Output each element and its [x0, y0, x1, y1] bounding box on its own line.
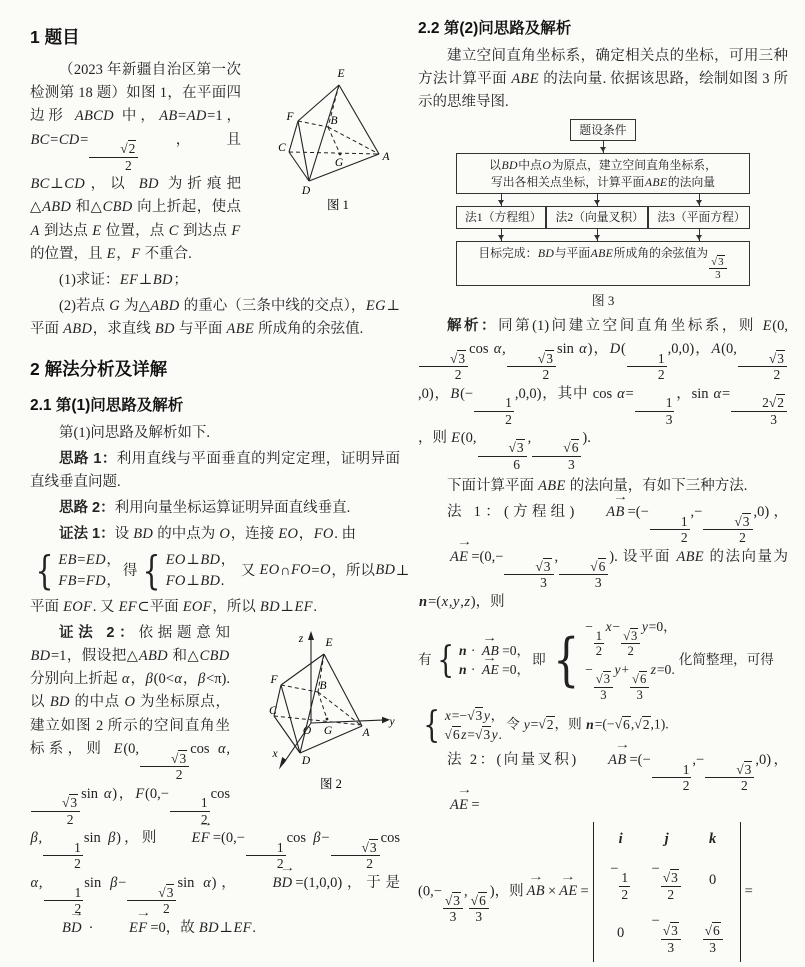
flowchart-setup-line2: 写出各相关点坐标，计算平面ABE的法向量 [490, 174, 716, 189]
idea-2 [30, 497, 400, 520]
fig2-label-A: A [362, 726, 370, 739]
proof-1-intro: 证法 1：设 BD 的中点为 O，连接 EO，FO. 由 [59, 526, 356, 543]
section-1-heading: 1 题目 [30, 27, 80, 47]
flowchart-box-setup [456, 153, 750, 194]
fig1-label-E: E [337, 68, 345, 80]
idea-1 [30, 448, 400, 494]
fig1-label-B: B [330, 115, 338, 127]
section-2-1-heading: 2.1 第(1)问思路及解析 [30, 396, 184, 414]
analysis-paragraph: 解析：同第(1)问建立空间直角坐标系，则 E(0, $\frac{√3}{2}$ cos α, $\frac{√3}{2}$ sin α)，D( $\frac{1}{2}$ ,0,0)，A(0, $\frac{√3}{2}$ ,0)，B(− $\frac{1}{2}$ ,0,0)，其中 cos α= $\frac{1}{3}$ ，sin α= $\frac{2√2}{3}$ ，则 E(0, $\frac{√3}{6}$ , $\frac{√6}{3}$ ). [418, 317, 789, 472]
flowchart-arrow [597, 229, 598, 241]
proof-2 [30, 622, 400, 940]
fig1-label-A: A [382, 151, 390, 163]
flowchart-figure-3 [456, 119, 750, 286]
figure-1-caption: 图 1 [327, 198, 349, 212]
fig2-label-D: D [301, 754, 311, 767]
fig2-label-E: E [325, 636, 333, 649]
figure-2-caption: 图 2 [320, 776, 342, 791]
analysis-methods-intro: 下面计算平面 ABE 的法向量，有如下三种方法. [447, 478, 748, 495]
fig2-label-F: F [270, 673, 278, 686]
flowchart-box-goal: 目标完成：BD与平面ABE所成角的余弦值为 $\frac{√3}{3}$ [456, 241, 750, 286]
fig2-label-G: G [323, 724, 333, 737]
flowchart-arrow [603, 141, 604, 153]
sec21-intro: 第(1)问思路及解析如下. [59, 424, 211, 441]
left-column [30, 10, 410, 967]
fig2-label-O: O [302, 724, 312, 737]
method-2-determinant-line: (0,− $\frac{√3}{3}$ , $\frac{√6}{3}$ )，则 → AB × → AE = i j k − $\frac{1}{2}$ − $\frac{√3}{2}$ 0 0 − $\frac{√3}{3}$ $\frac{√6}{3}$ = [418, 822, 788, 962]
idea-2-lead: 思路 2： [59, 500, 115, 517]
method-2-paragraph: 法 2：(向量叉积) → AB =(− $\frac{1}{2}$ ,− $\frac{√3}{2}$ ,0)，→ AE = [418, 749, 788, 817]
section-2-heading: 2 解法分析及详解 [30, 358, 168, 379]
flowchart-arrow [501, 229, 502, 241]
flowchart-box-method-3: 法3（平面方程） [648, 206, 750, 229]
fig2-label-C: C [269, 704, 277, 717]
sec22-intro: 建立空间直角坐标系，确定相关点的坐标，可用三种方法计算平面 ABE 的法向量. 依据该思路，绘制如图 3 所示的思维导图. [418, 48, 789, 111]
fig1-label-D: D [301, 185, 311, 197]
method-1-system-line: 有 { n · → AB =0， n · → AE =0， 即 { − $\frac{1}{2}$ x− $\frac{√3}{2}$ y=0， − $\frac{√3}{3}$ y+ $\frac{√6}{3}$ z=0. 化简整理，可得 [418, 619, 788, 702]
method-1-result-line: { x=−√3 y， √6 z=√3 y. 令 y=√2，则 n=(−√6,√2,1). [423, 703, 669, 747]
figure-1-diagram [278, 61, 400, 213]
proof-1-system-line: { EB=ED， FB=FD， 得 { EO⊥BD， FO⊥BD. 又 EO∩FO=O，所以BD⊥ [35, 548, 410, 594]
flowchart-arrow [699, 229, 700, 241]
problem-statement [30, 59, 400, 266]
point-g-dot [339, 153, 342, 156]
section-2-2-heading: 2.2 第(2)问思路及解析 [418, 20, 572, 37]
fig1-label-C: C [278, 142, 286, 154]
point-g-dot [326, 717, 329, 720]
figure-2-diagram [267, 624, 400, 792]
figure-1 [249, 61, 400, 221]
fig2-label-z: z [298, 632, 304, 645]
flowchart-box-premise: 题设条件 [570, 119, 635, 142]
proof-1-conclusion: 平面 EOF. 又 EF⊂平面 EOF，所以 BD⊥EF. [30, 598, 317, 615]
proof-2-text: 证法 2：依据题意知 BD=1，假设把△ABD 和△CBD 分别向上折起 α，β(0<α，β<π). 以 BD 的中点 O 为坐标原点，建立如图 2 所示的空间直角坐标系，则 E(0, $\frac{√3}{2}$ cos α, $\frac{√3}{2}$ sin α)，F(0,− $\frac{1}{2}$ cos β, $\frac{1}{2}$ sin β)，则 → EF =(0,− $\frac{1}{2}$ cos β− $\frac{√3}{2}$ cos α, $\frac{1}{2}$ sin β− $\frac{√3}{2}$ sin α)， → BD =(1,0,0)，于是→ BD · → EF =0，故 BD⊥EF. [30, 625, 400, 936]
fig2-label-B: B [319, 679, 327, 692]
flowchart-box-method-2: 法2（向量叉积） [546, 206, 648, 229]
method-1-paragraph: 法 1：(方程组) → AB =(− $\frac{1}{2}$ ,− $\frac{√3}{2}$ ,0)，→ AE =(0,− $\frac{√3}{3}$ , $\frac{√6}{3}$ ). 设平面 ABE 的法向量为 n=(x,y,z)，则 [418, 501, 788, 614]
right-column [418, 10, 788, 967]
flowchart-arrow [597, 194, 598, 206]
flowchart-branch-2 [546, 194, 648, 241]
figure-2 [238, 624, 400, 800]
idea-2-text: 利用向量坐标运算证明异面直线垂直. [114, 500, 351, 517]
fig2-label-y: y [389, 715, 395, 728]
flowchart-setup-line1: 以BD中点O为原点，建立空间直角坐标系， [489, 158, 717, 173]
idea-1-lead: 思路 1： [59, 450, 117, 467]
flowchart-box-method-1: 法1（方程组） [456, 206, 546, 229]
question-1: (1)求证：EF⊥BD； [59, 272, 188, 289]
figure-3-caption: 图 3 [591, 292, 615, 308]
fig1-label-G: G [334, 157, 344, 169]
problem-text: （2023 年新疆自治区第一次检测第 18 题）如图 1，在平面四边形 ABCD 中，AB=AD=1，BC=CD= $\frac{√2}{2}$ ，且 BC⊥CD，以 BD 为折痕把△ABD 和△CBD 向上折起，使点 A 到达点 E 位置，点 C 到达点 F 的位置，且 E，F 不重合. [30, 62, 242, 262]
flowchart-arrow [501, 194, 502, 206]
flowchart-branch-3 [648, 194, 750, 241]
question-2: (2)若点 G 为△ABD 的重心（三条中线的交点），EG⊥平面 ABD，求直线 BD 与平面 ABE 所成角的余弦值. [30, 298, 400, 338]
fig1-label-F: F [286, 111, 294, 123]
fig2-label-x: x [272, 747, 278, 760]
idea-1-text: 利用直线与平面垂直的判定定理，证明异面直线垂直问题. [30, 450, 401, 490]
flowchart-arrow [699, 194, 700, 206]
flowchart-branch-1 [456, 194, 546, 241]
